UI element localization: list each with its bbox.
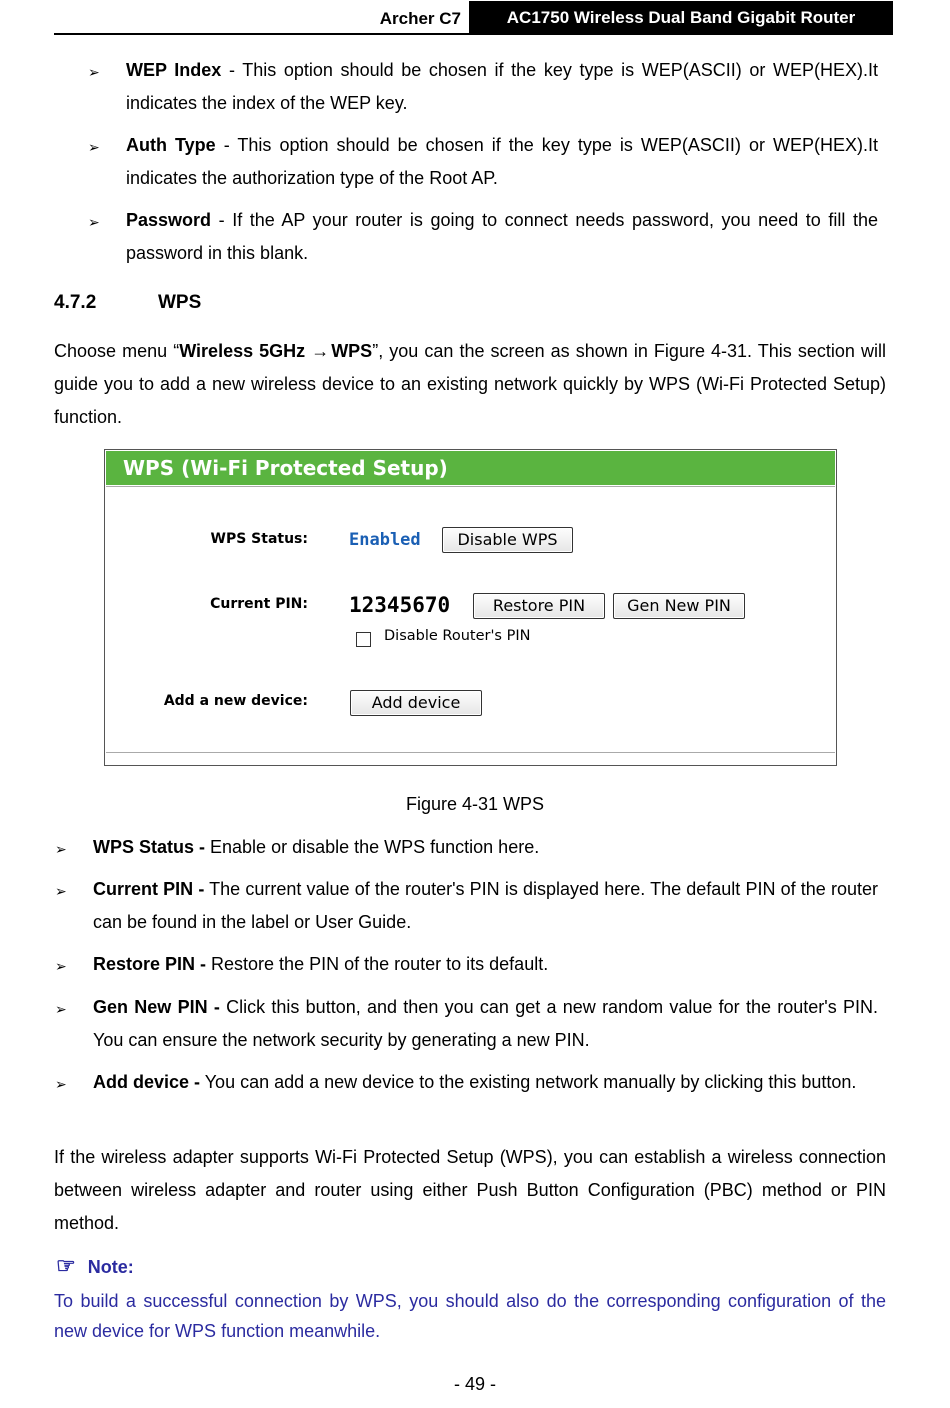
wps-status-value: Enabled [349, 530, 421, 550]
restore-pin-button[interactable]: Restore PIN [473, 593, 605, 619]
bullet-term: Auth Type [126, 135, 216, 155]
bullet-text: The current value of the router's PIN is displayed here. The default PIN of the router can be found in the label or User Guide. [93, 879, 878, 932]
bullet-gen-new-pin [93, 991, 878, 1057]
section-title: WPS [158, 292, 202, 313]
bullet-text: Enable or disable the WPS function here. [205, 837, 540, 857]
page-number: - 49 - [453, 1374, 496, 1394]
bullet-text: Click this button, and then you can get a new random value for the router's PIN. You can ensure the network security by generating a new PIN. [93, 997, 878, 1050]
bullet-restore-pin [93, 948, 878, 981]
bullet-text: - This option should be chosen if the key type is WEP(ASCII) or WEP(HEX).It indicates the index of the WEP key. [126, 60, 878, 113]
bullet-term: Current PIN - [93, 879, 205, 899]
intro-text: Choose menu “ [54, 341, 180, 361]
bullet-term: WEP Index [126, 60, 222, 80]
header-model: Archer C7 [379, 9, 461, 28]
bullet-term: WPS Status - [93, 837, 206, 857]
bullet-icon: ➢ [88, 64, 100, 80]
figure-title-bar [106, 451, 835, 485]
pointing-hand-icon: ☞ [56, 1253, 76, 1278]
header-title: AC1750 Wireless Dual Band Gigabit Router [469, 1, 893, 33]
divider [106, 486, 835, 487]
bullet-icon: ➢ [55, 1001, 67, 1017]
bullet-term: Password [126, 210, 212, 230]
divider [106, 752, 835, 753]
menu-wireless-5ghz: Wireless 5GHz [179, 341, 306, 361]
page-header [54, 0, 893, 35]
bullet-password [126, 204, 878, 270]
add-device-label: Add a new device: [163, 693, 308, 709]
intro-text: ”, you can the screen as shown in Figure 4-31. This section will guide you to add a new wireless device to an existing network quickly by WPS (Wi-Fi Protected Setup) function. [54, 341, 886, 427]
bullet-icon: ➢ [88, 214, 100, 230]
figure-caption: Figure 4-31 WPS [405, 794, 545, 814]
bullet-text: - This option should be chosen if the key type is WEP(ASCII) or WEP(HEX).It indicates the authorization type of the Root AP. [126, 135, 878, 188]
note-label: Note: [87, 1257, 134, 1277]
bullet-wps-status [93, 831, 878, 864]
intro-paragraph [54, 335, 886, 434]
bullet-wep-index [126, 54, 878, 120]
bullet-term: Gen New PIN - [93, 997, 220, 1017]
figure-title: WPS (Wi-Fi Protected Setup) [123, 456, 448, 480]
menu-wps: WPS [331, 341, 373, 361]
bullet-current-pin [93, 873, 878, 939]
current-pin-value: 12345670 [349, 593, 451, 617]
section-number: 4.7.2 [54, 292, 97, 313]
bullet-icon: ➢ [55, 841, 67, 857]
bullet-text: Restore the PIN of the router to its default. [206, 954, 549, 974]
bullet-auth-type [126, 129, 878, 195]
gen-new-pin-button[interactable]: Gen New PIN [613, 593, 745, 619]
disable-wps-button[interactable]: Disable WPS [442, 527, 573, 553]
bullet-text: You can add a new device to the existing network manually by clicking this button. [200, 1072, 857, 1092]
current-pin-label: Current PIN: [210, 596, 308, 612]
wps-method-paragraph: If the wireless adapter supports Wi-Fi Protected Setup (WPS), you can establish a wireless connection between wireless adapter and router using either Push Button Configuration (PBC) method or PIN method. [54, 1147, 886, 1233]
wps-figure [104, 449, 837, 766]
bullet-term: Restore PIN - [93, 954, 207, 974]
disable-router-pin-checkbox[interactable] [356, 632, 371, 647]
note-heading [56, 1253, 134, 1279]
note-text: To build a successful connection by WPS, you should also do the corresponding configuration of the new device for WPS function meanwhile. [54, 1291, 886, 1341]
bullet-term: Add device - [93, 1072, 201, 1092]
bullet-icon: ➢ [88, 139, 100, 155]
bullet-icon: ➢ [55, 958, 67, 974]
add-device-button[interactable]: Add device [350, 690, 482, 716]
section-heading [54, 292, 201, 314]
bullet-icon: ➢ [55, 883, 67, 899]
bullet-add-device [93, 1066, 878, 1099]
bullet-icon: ➢ [55, 1076, 67, 1092]
wps-status-label: WPS Status: [210, 531, 308, 547]
bullet-text: - If the AP your router is going to connect needs password, you need to fill the password in this blank. [126, 210, 878, 263]
arrow-icon: → [311, 341, 330, 361]
disable-router-pin-label: Disable Router's PIN [384, 628, 531, 644]
